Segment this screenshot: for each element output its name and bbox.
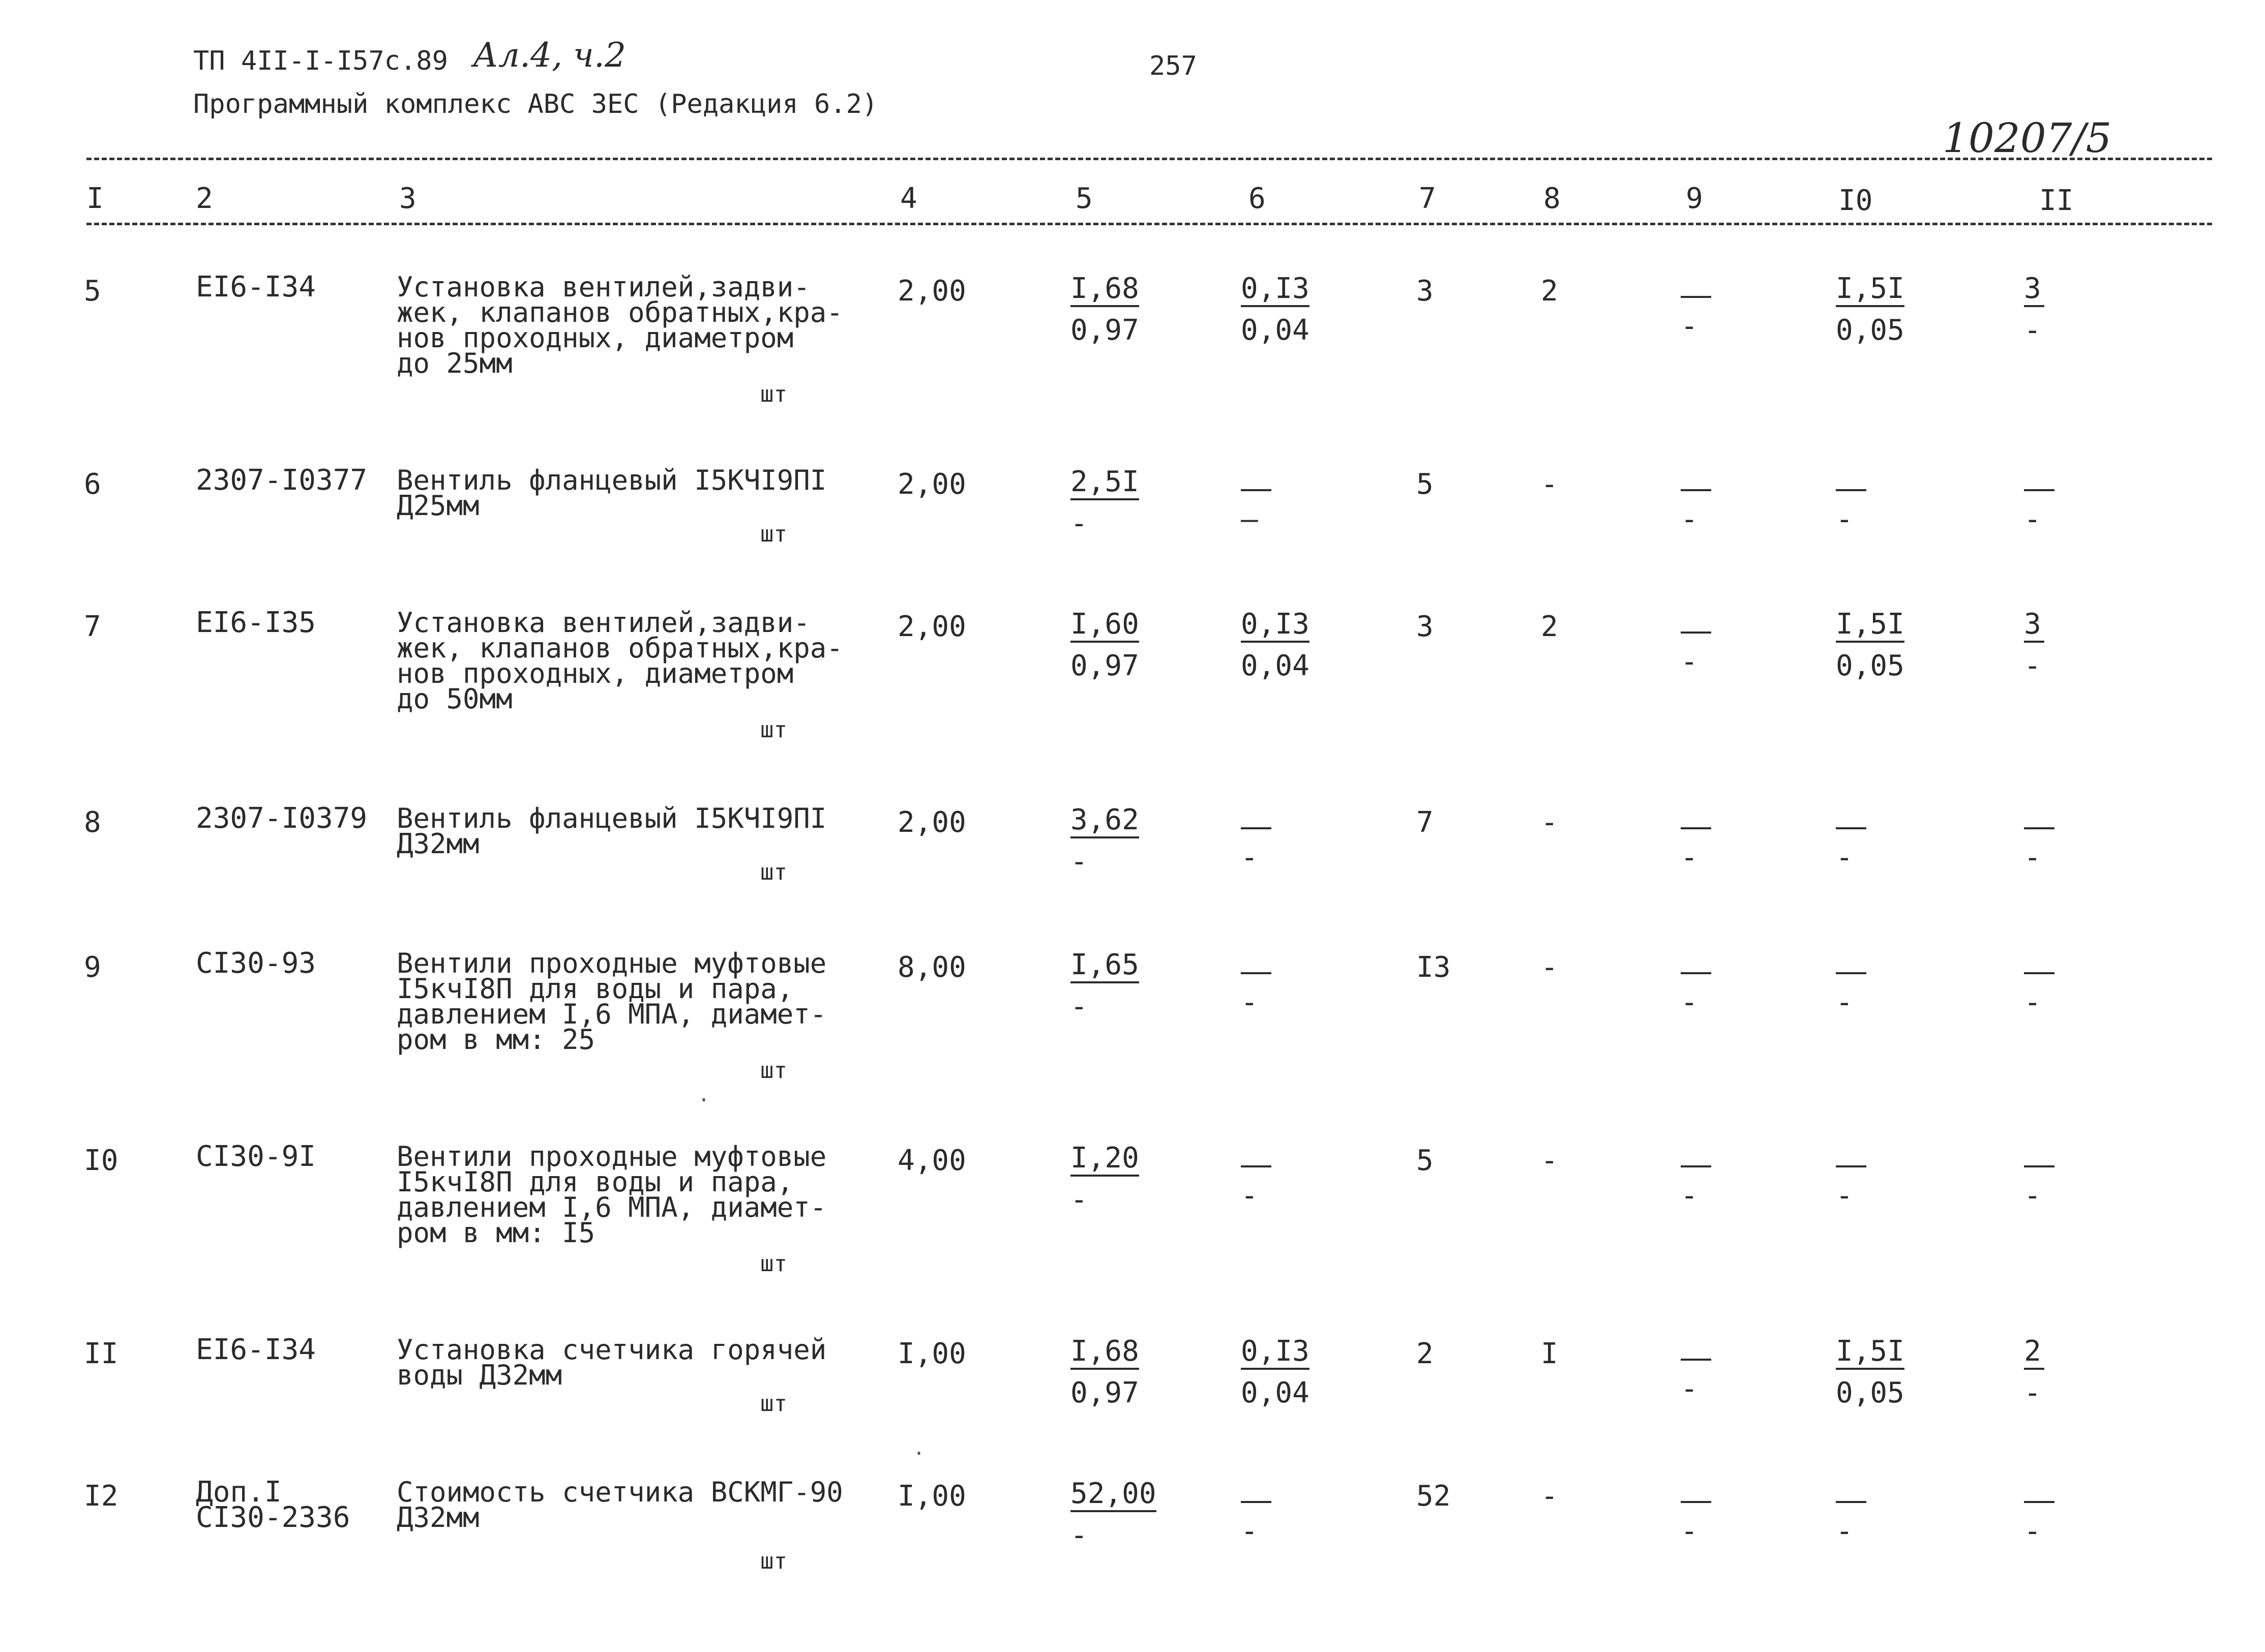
row-col7: I3 xyxy=(1416,951,1451,984)
fraction-denominator: 0,04 xyxy=(1241,649,1309,682)
fraction-denominator: - xyxy=(2024,1376,2041,1409)
row-unit: шт xyxy=(760,859,787,885)
fraction-numerator: 2,5I xyxy=(1070,468,1139,500)
row-col8: - xyxy=(1541,468,1558,501)
row-description: Стоимость счетчика ВСКМГ-90 Д32мм xyxy=(397,1476,843,1534)
column-header-11: II xyxy=(2039,184,2074,217)
fraction-denominator: - xyxy=(2024,314,2041,347)
row-number: 6 xyxy=(84,468,101,501)
fraction-c11 xyxy=(2024,610,2044,680)
column-header-4: 4 xyxy=(900,182,917,215)
fraction-numerator: 52,00 xyxy=(1070,1480,1156,1512)
program-title: Программный комплекс АВС ЗЕС (Редакция 6.2) xyxy=(193,89,878,119)
fraction-denominator: - xyxy=(1681,986,1698,1019)
column-header-2: 2 xyxy=(196,182,213,215)
row-description: Установка счетчика горячей воды Д32мм xyxy=(397,1334,827,1391)
handwritten-number: 10207/5 xyxy=(1943,114,2112,162)
column-header-10: I0 xyxy=(1838,184,1873,217)
fraction-c9 xyxy=(1681,951,1711,1017)
fraction-numerator xyxy=(1681,627,1711,634)
fraction-denominator: - xyxy=(1241,986,1258,1019)
column-header-6: 6 xyxy=(1248,182,1266,215)
fraction-numerator xyxy=(1836,823,1866,829)
fraction-numerator xyxy=(2024,485,2054,491)
row-number: I2 xyxy=(84,1480,118,1513)
fraction-numerator: 0,I3 xyxy=(1241,610,1309,643)
row-number: 7 xyxy=(84,610,101,643)
row-description: Установка вентилей,задви- жек, клапанов обратных,кра- нов проходных, диаметром до 25мм xyxy=(397,271,843,379)
row-code: ЕI6-I34 xyxy=(196,271,316,304)
fraction-c9 xyxy=(1681,1480,1711,1546)
fraction-denominator: - xyxy=(1836,1179,1853,1212)
fraction-denominator: - xyxy=(1070,845,1088,878)
fraction-numerator xyxy=(1241,1497,1271,1503)
fraction-c5 xyxy=(1070,1337,1139,1407)
fraction-denominator: - xyxy=(1241,1179,1258,1212)
fraction-denominator: - xyxy=(1681,1515,1698,1548)
row-number: 5 xyxy=(84,275,101,308)
fraction-numerator: I,5I xyxy=(1836,1337,1904,1370)
fraction-c11 xyxy=(2024,1480,2054,1546)
fraction-numerator xyxy=(2024,1497,2054,1503)
row-col7: 7 xyxy=(1416,806,1434,839)
row-quantity: 2,00 xyxy=(898,468,966,501)
row-quantity: 2,00 xyxy=(898,806,966,839)
fraction-denominator: - xyxy=(1070,507,1088,540)
fraction-c6 xyxy=(1241,610,1309,680)
fraction-c5 xyxy=(1070,1477,1156,1552)
fraction-c9 xyxy=(1681,468,1711,534)
header-rule-bottom xyxy=(86,223,2212,225)
column-header-1: I xyxy=(86,182,104,215)
fraction-numerator: 3 xyxy=(2024,610,2044,643)
fraction-denominator: 0,04 xyxy=(1241,1376,1309,1409)
page-number: 257 xyxy=(1149,51,1197,81)
row-unit: шт xyxy=(760,521,787,547)
fraction-c6 xyxy=(1241,1337,1309,1407)
row-code: 2307-I0379 xyxy=(196,802,368,835)
fraction-numerator xyxy=(1241,968,1271,974)
row-number: I0 xyxy=(84,1144,118,1177)
fraction-c9 xyxy=(1681,275,1711,341)
fraction-numerator xyxy=(2024,1161,2054,1167)
row-col7: 3 xyxy=(1416,610,1434,643)
fraction-denominator: 0,05 xyxy=(1836,314,1904,347)
fraction-denominator: — xyxy=(1241,503,1258,536)
fraction-numerator xyxy=(1681,485,1711,491)
column-header-3: 3 xyxy=(399,182,416,215)
stray-mark: . xyxy=(698,1083,710,1106)
fraction-denominator: - xyxy=(1681,310,1698,343)
fraction-c6 xyxy=(1241,806,1271,872)
fraction-c5 xyxy=(1070,610,1139,680)
fraction-denominator: - xyxy=(1681,645,1698,678)
fraction-denominator: 0,05 xyxy=(1836,649,1904,682)
row-description: Установка вентилей,задви- жек, клапанов обратных,кра- нов проходных, диаметром до 50мм xyxy=(397,607,843,715)
row-description: Вентили проходные муфтовые I5кчI8П для воды и пара, давлением I,6 МПА, диамет- ром в мм: 25 xyxy=(397,947,827,1056)
fraction-denominator: 0,97 xyxy=(1070,649,1139,682)
row-code: 2307-I0377 xyxy=(196,464,368,497)
row-unit: шт xyxy=(760,1058,787,1084)
fraction-denominator: - xyxy=(2024,649,2041,682)
fraction-numerator xyxy=(1241,823,1271,829)
row-number: II xyxy=(84,1337,118,1370)
fraction-denominator: - xyxy=(2024,503,2041,536)
fraction-c9 xyxy=(1681,806,1711,872)
fraction-c10 xyxy=(1836,806,1866,872)
row-quantity: I,00 xyxy=(898,1480,966,1513)
fraction-c10 xyxy=(1836,272,1904,347)
fraction-c10 xyxy=(1836,1480,1866,1546)
fraction-numerator: I,68 xyxy=(1070,275,1139,307)
row-col7: 3 xyxy=(1416,275,1434,308)
row-code: СI30-9I xyxy=(196,1140,316,1173)
fraction-c10 xyxy=(1836,610,1904,680)
fraction-numerator xyxy=(1681,968,1711,974)
fraction-numerator xyxy=(2024,823,2054,829)
fraction-denominator: 0,05 xyxy=(1836,1376,1904,1409)
fraction-denominator: 0,97 xyxy=(1070,314,1139,347)
row-code: ЕI6-I35 xyxy=(196,606,316,639)
fraction-numerator: 3,62 xyxy=(1070,806,1139,838)
row-code: ЕI6-I34 xyxy=(196,1333,316,1366)
fraction-c5 xyxy=(1070,948,1139,1023)
row-col7: 5 xyxy=(1416,468,1434,501)
fraction-denominator: - xyxy=(1836,503,1853,536)
fraction-c10 xyxy=(1836,468,1866,534)
row-col7: 2 xyxy=(1416,1337,1434,1370)
fraction-numerator xyxy=(1836,1497,1866,1503)
fraction-denominator: - xyxy=(2024,841,2041,874)
row-description: Вентиль фланцевый I5КЧI9ПI Д25мм xyxy=(397,464,827,522)
column-header-5: 5 xyxy=(1076,182,1093,215)
stray-mark: . xyxy=(913,1436,926,1460)
fraction-denominator: - xyxy=(1836,986,1853,1019)
fraction-c10 xyxy=(1836,1337,1904,1407)
row-col8: - xyxy=(1541,806,1558,839)
fraction-c11 xyxy=(2024,951,2054,1017)
row-col8: 2 xyxy=(1541,610,1558,643)
fraction-c5 xyxy=(1070,465,1139,540)
fraction-c6 xyxy=(1241,1480,1271,1546)
fraction-numerator xyxy=(1836,1161,1866,1167)
row-unit: шт xyxy=(760,1251,787,1277)
row-unit: шт xyxy=(760,717,787,743)
fraction-c10 xyxy=(1836,1144,1866,1210)
fraction-c5 xyxy=(1070,1144,1139,1214)
fraction-denominator: 0,97 xyxy=(1070,1376,1139,1409)
fraction-numerator xyxy=(1836,968,1866,974)
fraction-numerator xyxy=(1836,485,1866,491)
fraction-numerator: I,20 xyxy=(1070,1144,1139,1177)
fraction-denominator: - xyxy=(1681,1179,1698,1212)
fraction-numerator: I,68 xyxy=(1070,1337,1139,1370)
row-col8: - xyxy=(1541,1480,1558,1513)
row-quantity: 2,00 xyxy=(898,275,966,308)
fraction-denominator: 0,04 xyxy=(1241,314,1309,347)
fraction-denominator: - xyxy=(1070,1519,1088,1552)
fraction-c6 xyxy=(1241,1144,1271,1210)
fraction-numerator xyxy=(1681,1161,1711,1167)
fraction-c6 xyxy=(1241,272,1309,347)
fraction-numerator: I,60 xyxy=(1070,610,1139,643)
fraction-c6 xyxy=(1241,468,1271,534)
fraction-numerator: 3 xyxy=(2024,275,2044,307)
row-unit: шт xyxy=(760,381,787,407)
row-quantity: 8,00 xyxy=(898,951,966,984)
column-header-8: 8 xyxy=(1543,182,1561,215)
fraction-denominator: - xyxy=(1681,503,1698,536)
fraction-c6 xyxy=(1241,951,1271,1017)
fraction-numerator xyxy=(1681,1355,1711,1361)
fraction-numerator: 0,I3 xyxy=(1241,275,1309,307)
fraction-numerator xyxy=(1241,1161,1271,1167)
row-quantity: 2,00 xyxy=(898,610,966,643)
handwritten-reference: Ал.4, ч.2 xyxy=(473,36,626,75)
fraction-c5 xyxy=(1070,272,1139,347)
header-rule-top xyxy=(86,158,2212,160)
fraction-denominator: - xyxy=(1836,1515,1853,1548)
fraction-denominator: - xyxy=(1070,1183,1088,1216)
fraction-denominator: - xyxy=(1241,841,1258,874)
row-quantity: 4,00 xyxy=(898,1144,966,1177)
fraction-numerator xyxy=(2024,968,2054,974)
fraction-denominator: - xyxy=(1241,1515,1258,1548)
document-code: ТП 4II-I-I57с.89 xyxy=(193,46,448,76)
row-quantity: I,00 xyxy=(898,1337,966,1370)
column-header-7: 7 xyxy=(1419,182,1436,215)
fraction-denominator: - xyxy=(1681,841,1698,874)
fraction-c5 xyxy=(1070,803,1139,878)
row-col8: I xyxy=(1541,1337,1558,1370)
row-unit: шт xyxy=(760,1548,787,1574)
row-col8: - xyxy=(1541,951,1558,984)
fraction-c11 xyxy=(2024,468,2054,534)
fraction-numerator: 2 xyxy=(2024,1337,2044,1370)
fraction-numerator xyxy=(1681,292,1711,298)
row-unit: шт xyxy=(760,1391,787,1417)
row-number: 9 xyxy=(84,951,101,984)
fraction-c11 xyxy=(2024,806,2054,872)
fraction-c11 xyxy=(2024,1144,2054,1210)
row-code: Доп.I СI30-2336 xyxy=(196,1476,350,1534)
row-description: Вентиль фланцевый I5КЧI9ПI Д32мм xyxy=(397,802,827,860)
fraction-numerator xyxy=(1681,823,1711,829)
fraction-numerator: I,65 xyxy=(1070,951,1139,983)
fraction-c9 xyxy=(1681,610,1711,676)
fraction-numerator xyxy=(1241,485,1271,491)
fraction-c9 xyxy=(1681,1337,1711,1403)
row-description: Вентили проходные муфтовые I5кчI8П для воды и пара, давлением I,6 МПА, диамет- ром в мм: I5 xyxy=(397,1140,827,1249)
fraction-denominator: - xyxy=(2024,1179,2041,1212)
fraction-denominator: - xyxy=(2024,986,2041,1019)
fraction-denominator: - xyxy=(1070,990,1088,1023)
row-col8: - xyxy=(1541,1144,1558,1177)
fraction-c11 xyxy=(2024,1337,2044,1407)
fraction-numerator xyxy=(1681,1497,1711,1503)
row-code: СI30-93 xyxy=(196,947,316,980)
fraction-denominator: - xyxy=(2024,1515,2041,1548)
fraction-c9 xyxy=(1681,1144,1711,1210)
fraction-numerator: 0,I3 xyxy=(1241,1337,1309,1370)
fraction-numerator: I,5I xyxy=(1836,610,1904,643)
row-number: 8 xyxy=(84,806,101,839)
fraction-c10 xyxy=(1836,951,1866,1017)
fraction-c11 xyxy=(2024,272,2044,347)
fraction-denominator: - xyxy=(1681,1372,1698,1405)
fraction-numerator: I,5I xyxy=(1836,275,1904,307)
column-header-9: 9 xyxy=(1686,182,1703,215)
row-col8: 2 xyxy=(1541,275,1558,308)
row-col7: 5 xyxy=(1416,1144,1434,1177)
fraction-denominator: - xyxy=(1836,841,1853,874)
row-col7: 52 xyxy=(1416,1480,1451,1513)
